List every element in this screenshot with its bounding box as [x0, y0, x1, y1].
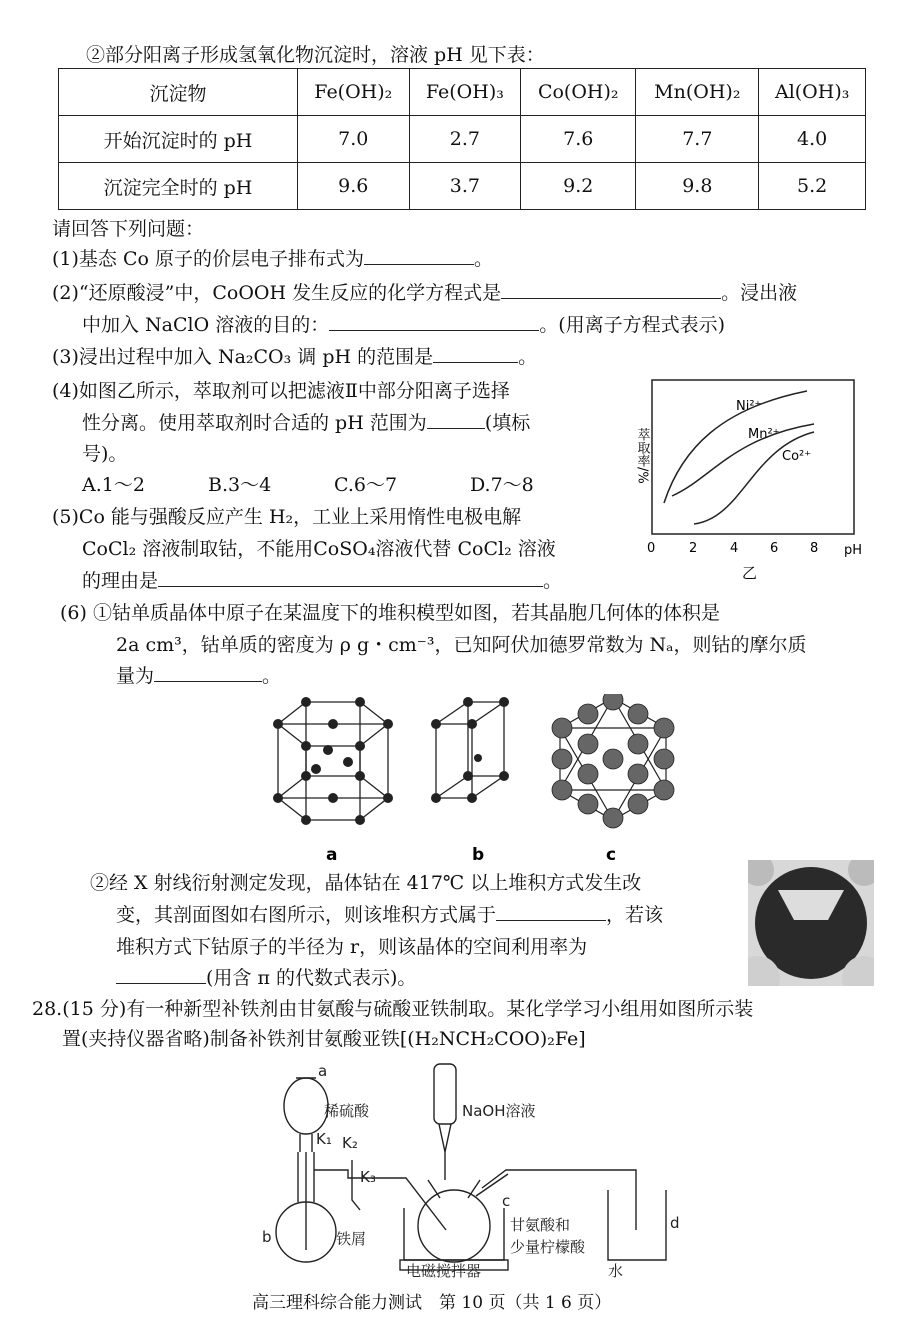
q6-line2: 2a cm³，钴单质的密度为 ρ g・cm⁻³，已知阿伏加德罗常数为 Nₐ，则钴的摩尔质 [116, 634, 807, 656]
q4-line3: 号)。 [82, 443, 128, 465]
q2-text: (2)“还原酸浸”中，CoOOH 发生反应的化学方程式是 [52, 282, 502, 304]
mn-label: Mn²⁺ [748, 427, 780, 442]
table-cell: 9.2 [521, 163, 636, 210]
tick-label: 6 [770, 541, 779, 556]
answer-blank [427, 410, 485, 429]
label-gly2: 少量柠檬酸 [510, 1238, 586, 1256]
beaker-d [608, 1190, 666, 1260]
answer-blank [496, 902, 606, 921]
q2-end: 。(用离子方程式表示) [539, 314, 726, 336]
label-stirrer: 电磁搅拌器 [406, 1262, 482, 1280]
question-1 [52, 246, 493, 273]
ni-label: Ni²⁺ [736, 399, 762, 414]
q6-part2-line1: ②经 X 射线衍射测定发现，晶体钴在 417℃ 以上堆积方式发生改 [90, 872, 642, 894]
atoms-a [273, 697, 393, 825]
q2-cont: 。浸出液 [721, 282, 798, 304]
question-2-line2 [82, 312, 725, 339]
answer-blank [501, 280, 721, 299]
q6-end: 。 [262, 665, 282, 687]
cross-section-image [748, 860, 874, 986]
table-cell: 2.7 [409, 116, 521, 163]
q3-end: 。 [518, 346, 538, 368]
q6p2-text: 变，其剖面图如右图所示，则该堆积方式属于 [116, 904, 497, 926]
q28-line1: 28.(15 分)有一种新型补铁剂由甘氨酸与硫酸亚铁制取。某化学学习小组用如图所示装 [32, 998, 754, 1020]
table-row [59, 116, 866, 163]
tick-label: 8 [810, 541, 819, 556]
q4-line2 [82, 410, 530, 437]
co-curve [694, 432, 814, 524]
label-iron: 铁屑 [336, 1230, 367, 1248]
q5-line3 [82, 568, 562, 595]
table-cell: 沉淀完全时的 pH [59, 163, 298, 210]
q4-text: 性分离。使用萃取剂时合适的 pH 范围为 [82, 412, 427, 434]
label-water: 水 [608, 1262, 624, 1280]
question-3 [52, 344, 537, 371]
q6-line1: (6) ①钴单质晶体中原子在某温度下的堆积模型如图，若其晶胞几何体的体积是 [60, 602, 720, 624]
q6-line3 [116, 663, 281, 690]
q5-line2: CoCl₂ 溶液制取钴，不能用CoSO₄溶液代替 CoCl₂ 溶液 [82, 538, 556, 560]
q6-text: 量为 [116, 665, 155, 687]
table-cell: Fe(OH)₂ [298, 69, 410, 116]
atoms-b [431, 697, 509, 803]
answer-blank [158, 568, 543, 587]
close-packed-c [552, 694, 674, 828]
intro-text: ②部分阳离子形成氢氧化物沉淀时，溶液 pH 见下表： [86, 44, 545, 66]
label-a: a [318, 1062, 328, 1080]
funnel-left [284, 1078, 328, 1134]
table-cell: 9.6 [298, 163, 410, 210]
label-k1: K₁ [316, 1130, 332, 1148]
label-acid: 稀硫酸 [324, 1102, 370, 1120]
table-cell: 沉淀物 [59, 69, 298, 116]
hcp-cell-b [436, 702, 504, 798]
answer-blank [154, 663, 262, 682]
q4-line1: (4)如图乙所示，萃取剂可以把滤液Ⅱ中部分阳离子选择 [52, 380, 510, 402]
q4-options [82, 472, 534, 499]
answer-blank [364, 246, 474, 265]
option-a: A.1～2 [82, 474, 145, 496]
tick-label: 0 [647, 541, 656, 556]
q1-end: 。 [473, 248, 493, 270]
q1-text: (1)基态 Co 原子的价层电子排布式为 [52, 248, 364, 270]
table-cell: 9.8 [636, 163, 759, 210]
label-c: c [606, 845, 617, 865]
q6p2-cont: ，若该 [606, 904, 664, 926]
label-k3: K₃ [360, 1168, 376, 1186]
option-c: C.6～7 [334, 474, 398, 496]
table-cell: 开始沉淀时的 pH [59, 116, 298, 163]
q28-line2: 置(夹持仪器省略)制备补铁剂甘氨酸亚铁[(H₂NCH₂COO)₂Fe] [62, 1028, 586, 1050]
funnel-naoh [434, 1064, 456, 1124]
answer-blank [433, 344, 518, 363]
q6-part2-line4 [116, 965, 416, 992]
q6p2-end: (用含 π 的代数式表示)。 [206, 967, 417, 989]
crystal-structures [268, 694, 688, 866]
prompt-text: 请回答下列问题： [52, 218, 205, 240]
q6-part2-line2 [116, 902, 663, 929]
x-axis-label: pH [844, 543, 863, 558]
q5-text: 的理由是 [82, 570, 159, 592]
label-naoh: NaOH溶液 [462, 1102, 536, 1120]
table-row [59, 69, 866, 116]
option-d: D.7～8 [470, 474, 534, 496]
precipitation-ph-table [58, 68, 866, 210]
label-k2: K₂ [342, 1134, 358, 1152]
option-b: B.3～4 [208, 474, 272, 496]
table-row [59, 163, 866, 210]
table-cell: 5.2 [759, 163, 866, 210]
label-b: b [472, 845, 485, 865]
co-label: Co²⁺ [782, 449, 812, 464]
graph-caption: 乙 [742, 564, 758, 582]
table-cell: 7.0 [298, 116, 410, 163]
tick-label: 4 [730, 541, 739, 556]
table-cell: 7.6 [521, 116, 636, 163]
q3-text: (3)浸出过程中加入 Na₂CO₃ 调 pH 的范围是 [52, 346, 434, 368]
label-gly1: 甘氨酸和 [510, 1216, 571, 1234]
q6-part2-line3: 堆积方式下钴原子的半径为 r，则该晶体的空间利用率为 [116, 936, 588, 958]
table-cell: 3.7 [409, 163, 521, 210]
label-d: d [670, 1214, 680, 1232]
tick-label: 2 [689, 541, 698, 556]
q5-line1: (5)Co 能与强酸反应产生 H₂，工业上采用惰性电极电解 [52, 506, 522, 528]
page-footer: 高三理科综合能力测试 第 10 页（共 1 6 页） [252, 1293, 612, 1313]
apparatus-diagram [256, 1060, 696, 1280]
q5-end: 。 [543, 570, 563, 592]
answer-blank [116, 965, 206, 984]
label-a: a [326, 845, 338, 865]
three-neck-flask [418, 1190, 490, 1262]
table-cell: Mn(OH)₂ [636, 69, 759, 116]
answer-blank [329, 312, 539, 331]
question-2-line1 [52, 280, 797, 307]
q2-text2: 中加入 NaClO 溶液的目的： [82, 314, 330, 336]
table-cell: Co(OH)₂ [521, 69, 636, 116]
y-axis-label: 萃取率/% [634, 428, 650, 484]
label-c: c [502, 1192, 511, 1210]
table-cell: Fe(OH)₃ [409, 69, 521, 116]
label-b: b [262, 1228, 272, 1246]
table-cell: 4.0 [759, 116, 866, 163]
table-cell: Al(OH)₃ [759, 69, 866, 116]
table-cell: 7.7 [636, 116, 759, 163]
q4-note: (填标 [484, 412, 531, 434]
extraction-graph [622, 378, 876, 596]
